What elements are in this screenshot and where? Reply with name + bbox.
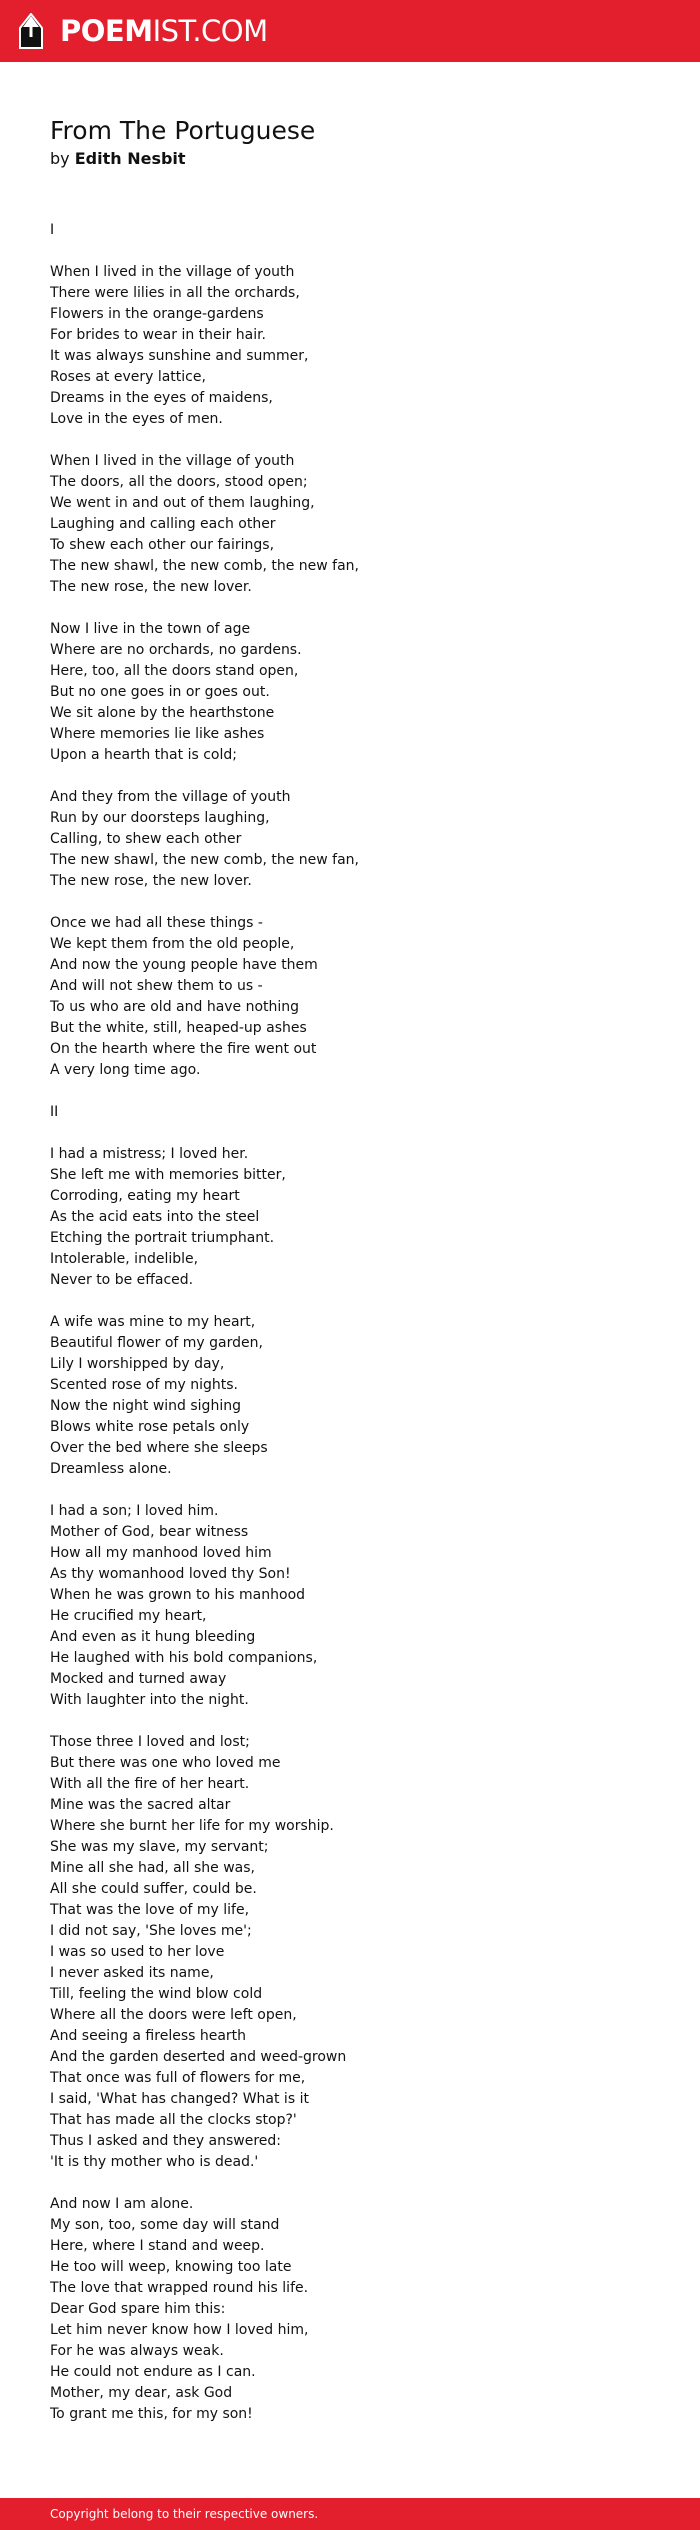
poem-line: And seeing a fireless hearth xyxy=(50,2028,247,2044)
poem-line: Lily I worshipped by day, xyxy=(50,1356,225,1372)
stanza xyxy=(50,1144,650,1291)
logo-light-text: IST.COM xyxy=(152,14,268,48)
poem-line: To us who are old and have nothing xyxy=(50,999,300,1015)
poem-line: I had a son; I loved him. xyxy=(50,1503,219,1519)
site-header xyxy=(0,0,700,62)
poem-line: As thy womanhood loved thy Son! xyxy=(50,1566,291,1582)
poem-line: Scented rose of my nights. xyxy=(50,1377,238,1393)
poem-line: And the garden deserted and weed-grown xyxy=(50,2049,347,2065)
poem-line: All she could suffer, could be. xyxy=(50,1881,257,1897)
poem-line: And will not shew them to us - xyxy=(50,978,263,994)
poem-byline xyxy=(50,148,186,170)
by-label: by xyxy=(50,149,70,168)
poem-line: Where are no orchards, no gardens. xyxy=(50,642,302,658)
poem-line: She left me with memories bitter, xyxy=(50,1167,286,1183)
poem-line: That once was full of flowers for me, xyxy=(50,2070,306,2086)
poem-line: Where all the doors were left open, xyxy=(50,2007,297,2023)
poem-line: Let him never know how I loved him, xyxy=(50,2322,309,2338)
poem-line: I had a mistress; I loved her. xyxy=(50,1146,249,1162)
stanza xyxy=(50,619,650,766)
poem-line: To grant me this, for my son! xyxy=(50,2406,253,2422)
poem-line: Dreamless alone. xyxy=(50,1461,172,1477)
poem-line: Those three I loved and lost; xyxy=(50,1734,250,1750)
poem-line: My son, too, some day will stand xyxy=(50,2217,280,2233)
poem-line: Thus I asked and they answered: xyxy=(50,2133,282,2149)
poem-line: With all the fire of her heart. xyxy=(50,1776,250,1792)
poem-line: The love that wrapped round his life. xyxy=(50,2280,309,2296)
poem-line: Dear God spare him this: xyxy=(50,2301,226,2317)
poem-line: Etching the portrait triumphant. xyxy=(50,1230,275,1246)
stanza xyxy=(50,1312,650,1480)
poem-line: Now the night wind sighing xyxy=(50,1398,241,1414)
poem-line: Never to be effaced. xyxy=(50,1272,194,1288)
poem-line: Love in the eyes of men. xyxy=(50,411,223,427)
stanza xyxy=(50,913,650,1081)
poem-line: The new shawl, the new comb, the new fan, xyxy=(50,558,360,574)
poem-line: That was the love of my life, xyxy=(50,1902,250,1918)
poem-line: And they from the village of youth xyxy=(50,789,291,805)
copyright-text: Copyright belong to their respective owners. xyxy=(50,2507,319,2521)
poem-line: A very long time ago. xyxy=(50,1062,201,1078)
poem-line: The new shawl, the new comb, the new fan, xyxy=(50,852,360,868)
stanza xyxy=(50,451,650,598)
poem-line: As the acid eats into the steel xyxy=(50,1209,260,1225)
poem-line: Now I live in the town of age xyxy=(50,621,251,637)
stanza xyxy=(50,2194,650,2425)
poem-line: It was always sunshine and summer, xyxy=(50,348,309,364)
poem-line: I never asked its name, xyxy=(50,1965,214,1981)
poem-line: Where she burnt her life for my worship. xyxy=(50,1818,334,1834)
poem-line: We went in and out of them laughing, xyxy=(50,495,315,511)
poem-line: He too will weep, knowing too late xyxy=(50,2259,292,2275)
poem-line: But no one goes in or goes out. xyxy=(50,684,270,700)
poem-line: I did not say, 'She loves me'; xyxy=(50,1923,252,1939)
poem-line: To shew each other our fairings, xyxy=(50,537,275,553)
poem-line: Laughing and calling each other xyxy=(50,516,276,532)
poem-line: Roses at every lattice, xyxy=(50,369,206,385)
poem-line: I said, 'What has changed? What is it xyxy=(50,2091,309,2107)
poem-line: Mother, my dear, ask God xyxy=(50,2385,233,2401)
poem-line: Once we had all these things - xyxy=(50,915,263,931)
poem-line: When I lived in the village of youth xyxy=(50,264,295,280)
poem-line: He could not endure as I can. xyxy=(50,2364,256,2380)
section-number: II xyxy=(50,1104,59,1120)
stanza xyxy=(50,1501,650,1711)
poem-line: Run by our doorsteps laughing, xyxy=(50,810,270,826)
poem-line: Till, feeling the wind blow cold xyxy=(50,1986,263,2002)
poem-line: There were lilies in all the orchards, xyxy=(50,285,300,301)
poem-line: A wife was mine to my heart, xyxy=(50,1314,256,1330)
poem-line: He crucified my heart, xyxy=(50,1608,207,1624)
poem-line: With laughter into the night. xyxy=(50,1692,249,1708)
poem-line: Where memories lie like ashes xyxy=(50,726,265,742)
poem-line: Blows white rose petals only xyxy=(50,1419,250,1435)
poem-title: From The Portuguese xyxy=(50,116,316,145)
poem-line: We sit alone by the hearthstone xyxy=(50,705,275,721)
poem-line: That has made all the clocks stop?' xyxy=(50,2112,297,2128)
poem-line: But the white, still, heaped-up ashes xyxy=(50,1020,307,1036)
poem-line: But there was one who loved me xyxy=(50,1755,281,1771)
poem-line: When I lived in the village of youth xyxy=(50,453,295,469)
poem-line: How all my manhood loved him xyxy=(50,1545,272,1561)
poem-line: She was my slave, my servant; xyxy=(50,1839,269,1855)
poem-line: Here, too, all the doors stand open, xyxy=(50,663,299,679)
stanza xyxy=(50,1732,650,2173)
poem-line: Mocked and turned away xyxy=(50,1671,227,1687)
poem-line: And now the young people have them xyxy=(50,957,318,973)
poem-line: And now I am alone. xyxy=(50,2196,194,2212)
poem-line: Mother of God, bear witness xyxy=(50,1524,249,1540)
poem-line: Mine was the sacred altar xyxy=(50,1797,231,1813)
poem-line: Beautiful flower of my garden, xyxy=(50,1335,263,1351)
stanza xyxy=(50,262,650,430)
poem-line: When he was grown to his manhood xyxy=(50,1587,306,1603)
poem-line: The doors, all the doors, stood open; xyxy=(50,474,308,490)
poem-line: Here, where I stand and weep. xyxy=(50,2238,265,2254)
site-logo[interactable] xyxy=(60,13,268,49)
poem-line: 'It is thy mother who is dead.' xyxy=(50,2154,259,2170)
poem-line: Over the bed where she sleeps xyxy=(50,1440,268,1456)
poem-line: Corroding, eating my heart xyxy=(50,1188,240,1204)
poem-line: I was so used to her love xyxy=(50,1944,225,1960)
poem-line: Flowers in the orange-gardens xyxy=(50,306,264,322)
poem-line: He laughed with his bold companions, xyxy=(50,1650,318,1666)
section-number: I xyxy=(50,222,55,238)
poem-line: The new rose, the new lover. xyxy=(50,579,252,595)
author-name[interactable]: Edith Nesbit xyxy=(74,149,186,168)
poem-line: We kept them from the old people, xyxy=(50,936,295,952)
site-footer xyxy=(0,2498,700,2530)
poem-line: For brides to wear in their hair. xyxy=(50,327,267,343)
poem-line: And even as it hung bleeding xyxy=(50,1629,256,1645)
logo-bold-text: POEM xyxy=(60,14,153,48)
poem-line: Upon a hearth that is cold; xyxy=(50,747,237,763)
poem-line: Calling, to shew each other xyxy=(50,831,242,847)
poem-line: The new rose, the new lover. xyxy=(50,873,252,889)
poem-body xyxy=(50,220,650,2446)
stanza xyxy=(50,787,650,892)
poem-line: Mine all she had, all she was, xyxy=(50,1860,255,1876)
poem-line: For he was always weak. xyxy=(50,2343,224,2359)
poem-line: On the hearth where the fire went out xyxy=(50,1041,317,1057)
poem-line: Dreams in the eyes of maidens, xyxy=(50,390,273,406)
pencil-nib-icon[interactable] xyxy=(18,13,44,49)
poem-line: Intolerable, indelible, xyxy=(50,1251,199,1267)
